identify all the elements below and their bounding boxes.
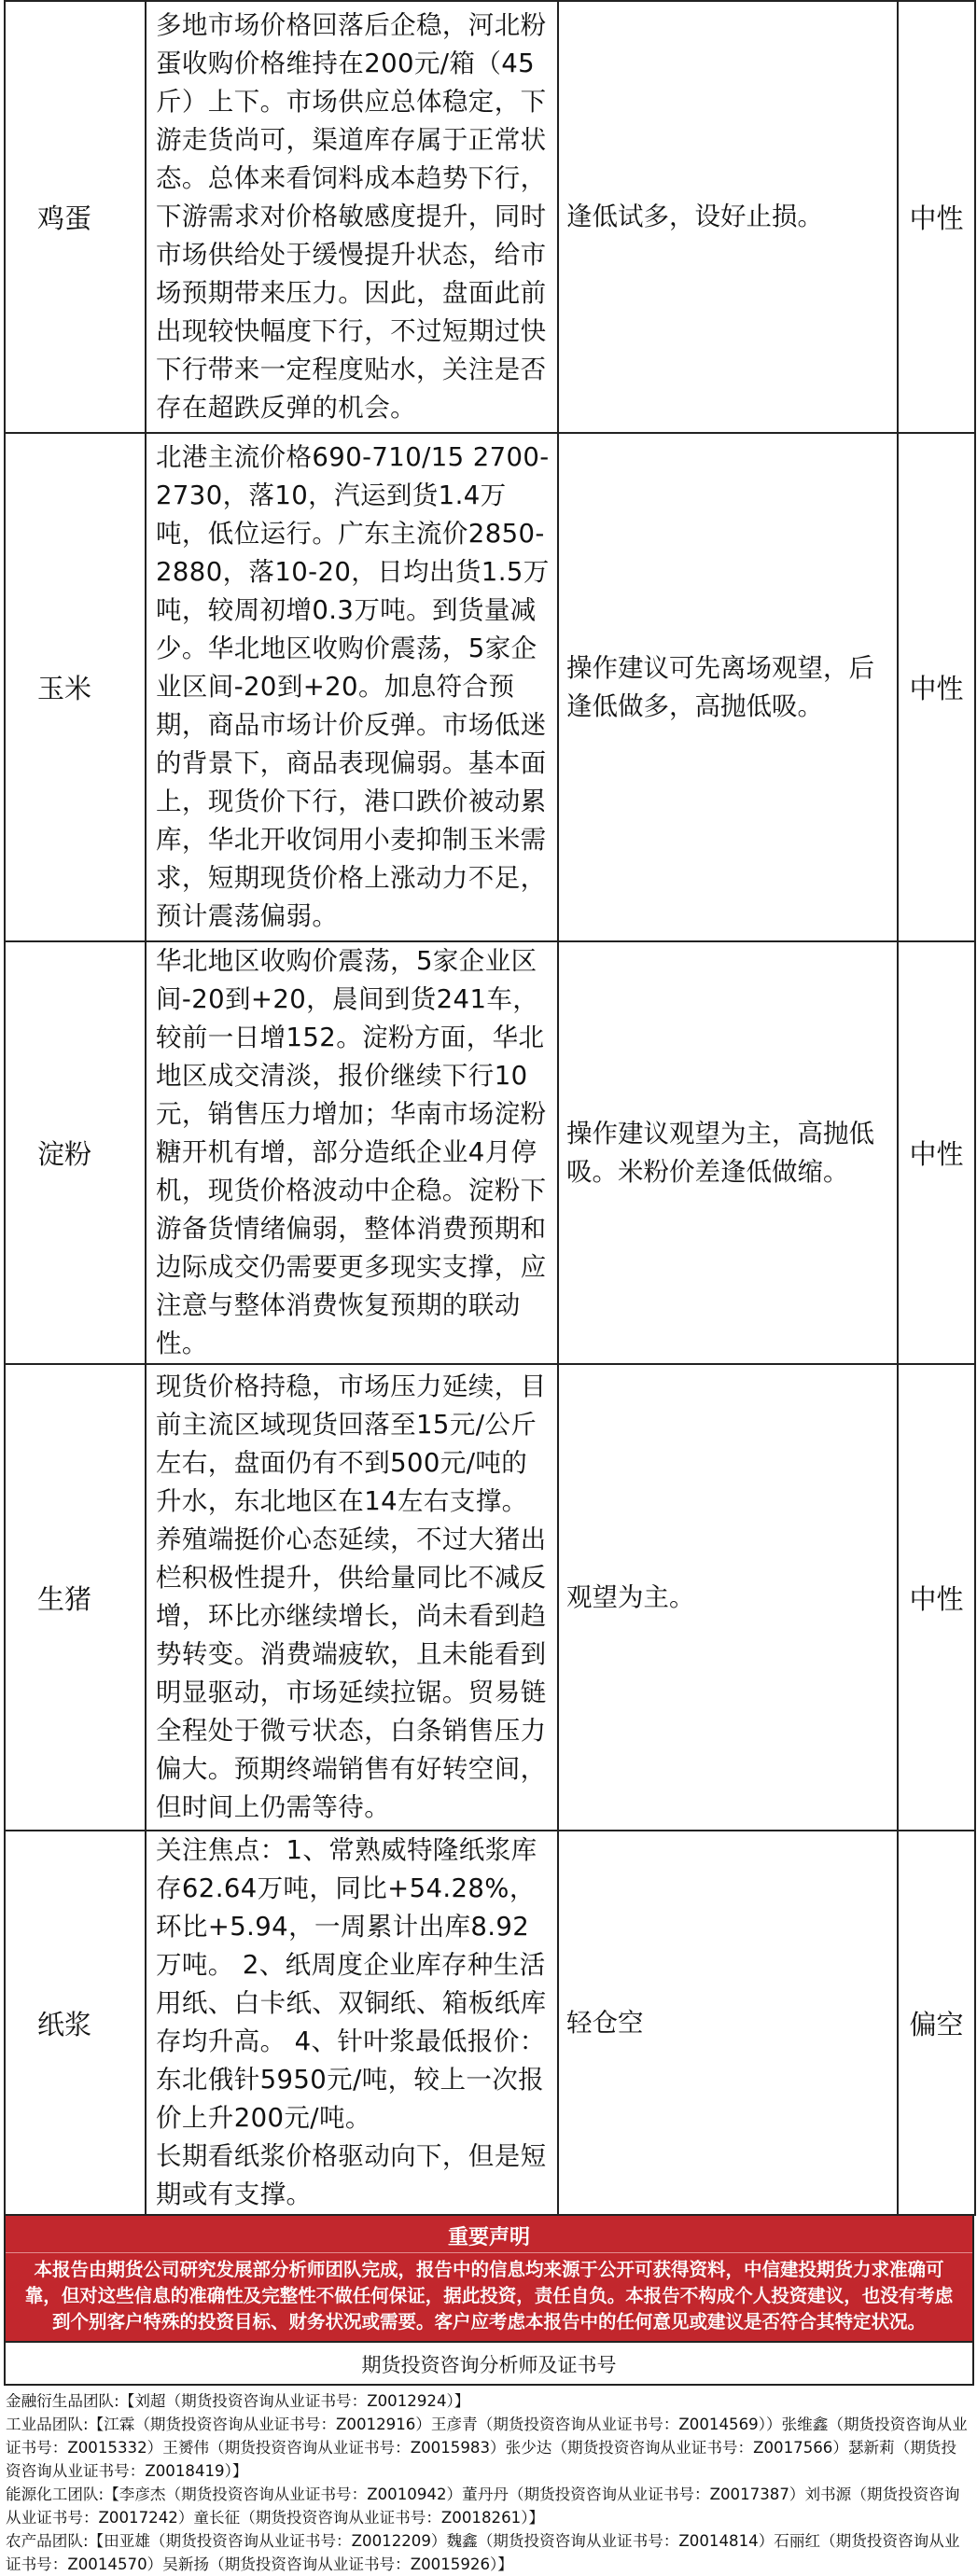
table-row — [5, 1, 975, 433]
trading-advice: 操作建议观望为主，高抛低吸。米粉价差逢低做缩。 — [558, 941, 898, 1364]
market-view: 中性 — [898, 1, 975, 433]
commodity-name: 生猪 — [5, 1364, 146, 1831]
market-view: 中性 — [898, 433, 975, 941]
market-commentary: 北港主流价格690-710/15 2700-2730，落10，汽运到货1.4万吨，低位运行。广东主流价2850-2880，落10-20，日均出货1.5万吨，较周初增0.3万吨。到货量减少。华北地区收购价震荡，5家企业区间-20到+20。加息符合预期，商品市场计价反弹。市场低迷的背景下，商品表现偏弱。基本面上，现货价下行，港口跌价被动累库，华北开收饲用小麦抑制玉米需求，短期现货价格上涨动力不足，预计震荡偏弱。 — [146, 433, 558, 941]
market-commentary: 华北地区收购价震荡，5家企业区间-20到+20，晨间到货241车，较前一日增152。淀粉方面，华北地区成交清淡，报价继续下行10元，销售压力增加；华南市场淀粉糖开机有增，部分造纸企业4月停机，现货价格波动中企稳。淀粉下游备货情绪偏弱，整体消费预期和边际成交仍需要更多现实支撑，应注意与整体消费恢复预期的联动性。 — [146, 941, 558, 1364]
analyst-credits-heading: 期货投资咨询分析师及证书号 — [4, 2343, 974, 2386]
analyst-team-list — [4, 2386, 974, 2576]
disclaimer-title: 重要声明 — [6, 2216, 972, 2253]
market-commentary: 关注焦点：1、常熟威特隆纸浆库存62.64万吨，同比+54.28%，环比+5.94，一周累计出库8.92万吨。 2、纸周度企业库存种生活用纸、白卡纸、双铜纸、箱板纸库存均升高。 4、针叶浆最低报价：东北俄针5950元/吨，较上一次报价上升200元/吨。 长期看纸浆价格驱动向下，但是短期或有支撑。 — [146, 1831, 558, 2215]
commodity-table — [4, 0, 976, 2216]
trading-advice: 观望为主。 — [558, 1364, 898, 1831]
table-row — [5, 941, 975, 1364]
table-row — [5, 433, 975, 941]
market-view: 偏空 — [898, 1831, 975, 2215]
table-row — [5, 1831, 975, 2215]
market-commentary: 多地市场价格回落后企稳，河北粉蛋收购价格维持在200元/箱（45斤）上下。市场供应总体稳定，下游走货尚可，渠道库存属于正常状态。总体来看饲料成本趋势下行，下游需求对价格敏感度提升，同时市场供给处于缓慢提升状态，给市场预期带来压力。因此，盘面此前出现较快幅度下行，不过短期过快下行带来一定程度贴水，关注是否存在超跌反弹的机会。 — [146, 1, 558, 433]
trading-advice: 操作建议可先离场观望，后逢低做多，高抛低吸。 — [558, 433, 898, 941]
disclaimer-body: 本报告由期货公司研究发展部分析师团队完成，报告中的信息均来源于公开可获得资料，中信建投期货力求准确可靠，但对这些信息的准确性及完整性不做任何保证，据此投资，责任自负。本报告不构成个人投资建议，也没有考虑到个别客户特殊的投资目标、财务状况或需要。客户应考虑本报告中的任何意见或建议是否符合其特定状况。 — [24, 2259, 954, 2332]
team-agricultural: 农产品团队:【田亚雄（期货投资咨询从业证书号：Z0012209）魏鑫（期货投资咨询从业证书号：Z0014814）石丽红（期货投资咨询从业证书号：Z0014570）吴新扬（期货投资咨询从业证书号：Z0015926）】 — [6, 2532, 960, 2573]
report-sheet — [4, 0, 974, 2576]
commodity-name: 鸡蛋 — [5, 1, 146, 433]
disclaimer-banner — [4, 2216, 974, 2343]
team-financial-derivatives: 金融衍生品团队:【刘超（期货投资咨询从业证书号：Z0012924）】 — [6, 2392, 470, 2410]
team-energy-chemical: 能源化工团队:【李彦杰（期货投资咨询从业证书号：Z0010942）董丹丹（期货投资咨询从业证书号：Z0017387）刘书源（期货投资咨询从业证书号：Z0017242）童长征（期货投资咨询从业证书号：Z0018261）】 — [6, 2485, 960, 2527]
table-row — [5, 1364, 975, 1831]
market-commentary: 现货价格持稳，市场压力延续，目前主流区域现货回落至15元/公斤左右，盘面仍有不到500元/吨的升水，东北地区在14左右支撑。养殖端挺价心态延续，不过大猪出栏积极性提升，供给量同比不减反增，环比亦继续增长，尚未看到趋势转变。消费端疲软，且未能看到明显驱动，市场延续拉锯。贸易链全程处于微亏状态，白条销售压力偏大。预期终端销售有好转空间，但时间上仍需等待。 — [146, 1364, 558, 1831]
market-view: 中性 — [898, 1364, 975, 1831]
market-view: 中性 — [898, 941, 975, 1364]
trading-advice: 轻仓空 — [558, 1831, 898, 2215]
commodity-name: 玉米 — [5, 433, 146, 941]
commodity-name: 纸浆 — [5, 1831, 146, 2215]
commodity-name: 淀粉 — [5, 941, 146, 1364]
trading-advice: 逢低试多，设好止损。 — [558, 1, 898, 433]
team-industrial: 工业品团队:【江霖（期货投资咨询从业证书号：Z0012916）王彦青（期货投资咨询从业证书号：Z0014569））张维鑫（期货投资咨询从业证书号：Z0015332）王赟伟（期货投资咨询从业证书号：Z0015983）张少达（期货投资咨询从业证书号：Z0017566）瑟新莉（期货投资咨询从业证书号：Z0018419）】 — [6, 2416, 968, 2480]
